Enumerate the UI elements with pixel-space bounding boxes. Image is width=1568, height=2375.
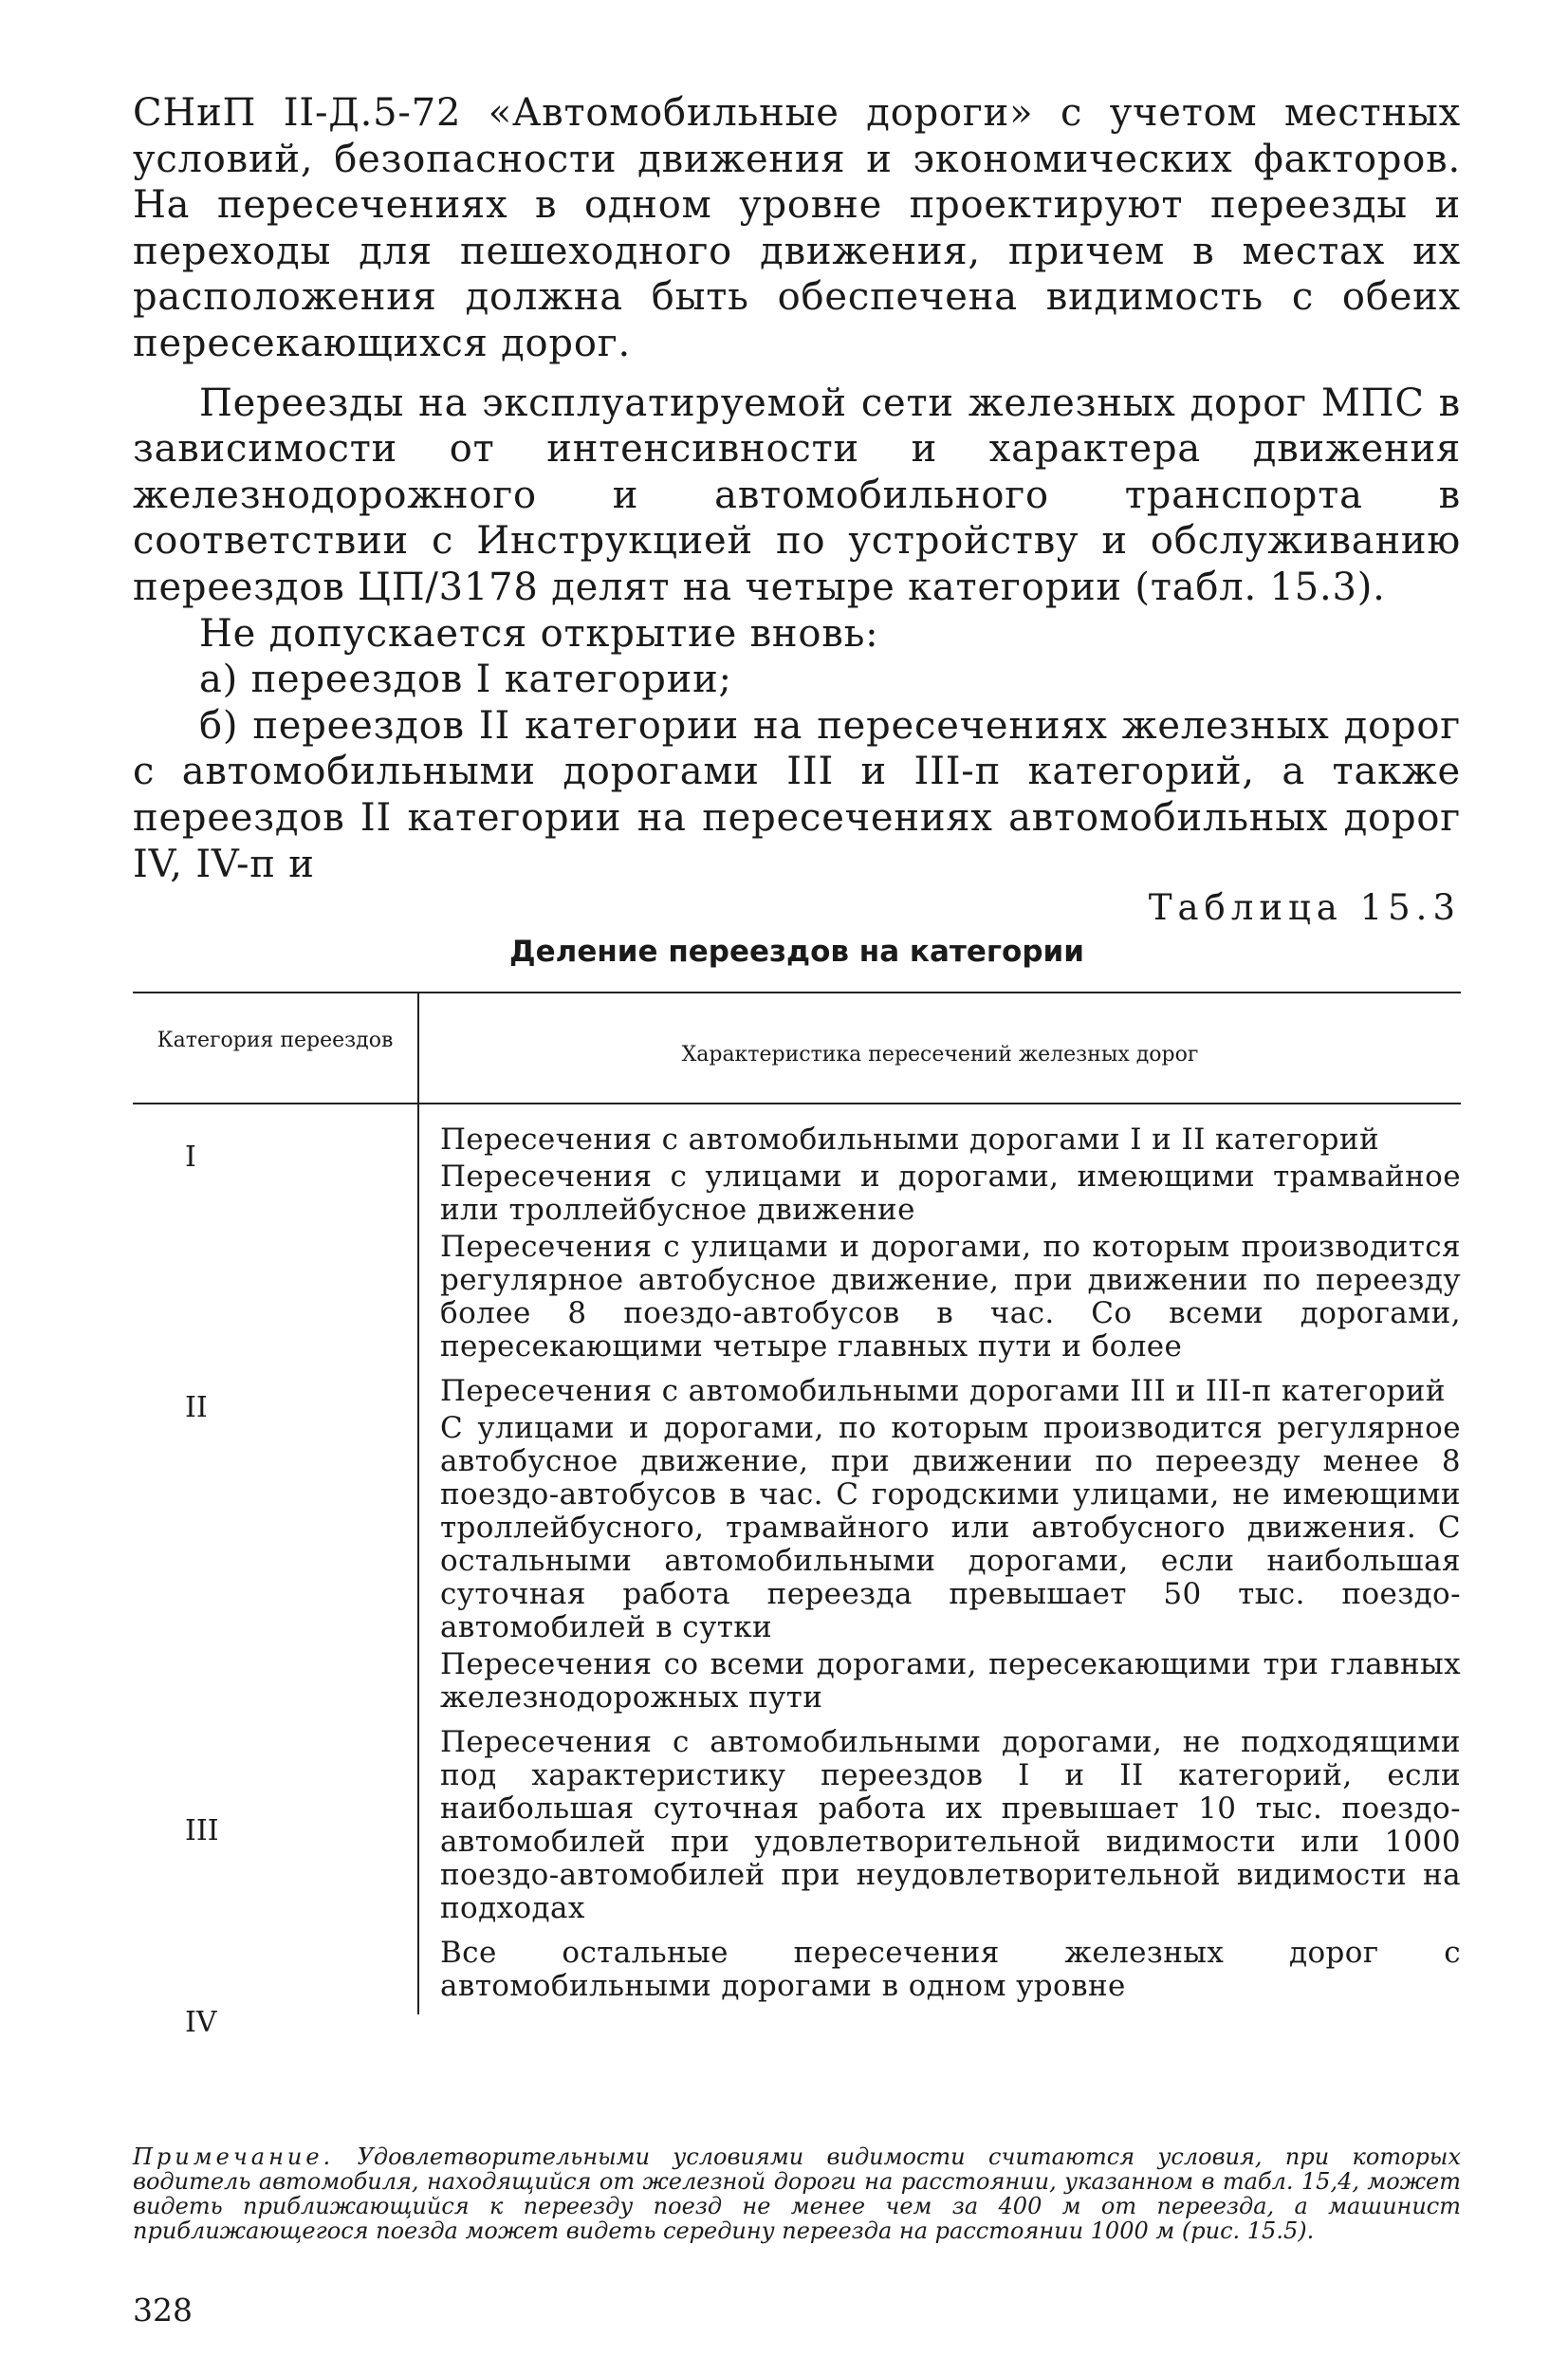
cell-text: Пересечения с автомобильными дорогами III и III-п категорий	[440, 1374, 1446, 1408]
paragraph-not-allowed: Не допускается открытие вновь:	[199, 611, 879, 656]
list-item-b: б) переездов II категории на пересечениях железных дорог с автомобильными дорогами III и III-п категорий, а также переездов II категории на пересечениях автомобильных дорог IV, IV-п и	[133, 703, 1461, 886]
document-page	[133, 90, 1461, 2329]
table-row	[440, 1726, 1461, 1925]
note-label: Примечание.	[133, 2143, 335, 2170]
table-title: Деление переездов на категории	[509, 935, 1084, 969]
table-note	[133, 2144, 1461, 2243]
cell-text: Все остальные пересечения железных дорог с автомобильными дорогами в одном уровне	[440, 1936, 1461, 2003]
categories-table	[133, 992, 1461, 2039]
page-number: 328	[133, 2292, 193, 2329]
category-label: IV	[185, 2006, 217, 2039]
header-category: Категория переездов	[157, 1029, 394, 1052]
table-body	[133, 1104, 1461, 2039]
table-header-row	[133, 993, 1461, 1104]
category-column	[133, 1104, 417, 2039]
table-row	[440, 1104, 1461, 1364]
table-row	[440, 1375, 1461, 1715]
header-characteristic: Характеристика пересечений железных дорог	[417, 993, 1461, 1103]
category-label: I	[185, 1141, 196, 1174]
cell-text: Пересечения с автомобильными дорогами I и II категорий	[440, 1123, 1380, 1157]
cell-text: С улицами и дорогами, по которым производится регулярное автобусное движение, при движении по переезду менее 8 поездо-автобусов в час. С городскими улицами, не имеющими троллейбусного, трамвайного или автобусного движения. С остальными автомобильными дорогами, если наибольшая суточная работа переезда превышает 50 тыс. поездо-автомобилей в сутки	[440, 1411, 1461, 1644]
list-item-a: а) переездов I категории;	[199, 658, 732, 702]
table-label: Таблица 15.3	[1148, 887, 1461, 928]
category-label: II	[185, 1391, 208, 1424]
characteristic-column	[417, 1104, 1461, 2014]
table-row	[440, 1937, 1461, 2003]
paragraph-crossing-categories: Переезды на эксплуатируемой сети железных дорог МПС в зависимости от интенсивности и характера движения железнодорожного и автомобильного транспорта в соответствии с Инструкцией по устройству и обслуживанию переездов ЦП/3178 делят на четыре категории (табл. 15.3).	[133, 380, 1461, 609]
cell-text: Пересечения с улицами и дорогами, имеющими трамвайное или троллейбусное движение	[440, 1160, 1461, 1227]
category-label: III	[185, 1814, 219, 1847]
intro-paragraph: СНиП II-Д.5-72 «Автомобильные дороги» с учетом местных условий, безопасности движения и экономических факторов. На пересечениях в одном уровне проектируют переезды и переходы для пешеходного движения, причем в местах их расположения должна быть обеспечена видимость с обеих пересекающихся дорог.	[133, 91, 1461, 365]
cell-text: Пересечения с улицами и дорогами, по которым производится регулярное автобусное движение, при движении по переезду более 8 поездо-автобусов в час. Со всеми дорогами, пересекающими четыре главных пути и более	[440, 1230, 1461, 1364]
cell-text: Пересечения с автомобильными дорогами, не подходящими под характеристику переездов I и II категорий, если наибольшая суточная работа их превышает 10 тыс. поездо-автомобилей при удовлетворительной видимости или 1000 поездо-автомобилей при неудовлетворительной видимости на подходах	[440, 1725, 1461, 1925]
note-text: Удовлетворительными условиями видимости считаются условия, при которых водитель автомобиля, находящийся от железной дороги на расстоянии, указанном в табл. 15,4, может видеть приближающийся к переезду поезд не менее чем за 400 м от переезда, а машинист приближающегося поезда может видеть середину переезда на расстоянии 1000 м (рис. 15.5).	[133, 2143, 1461, 2244]
cell-text: Пересечения со всеми дорогами, пересекающими три главных железнодорожных пути	[440, 1647, 1461, 1715]
